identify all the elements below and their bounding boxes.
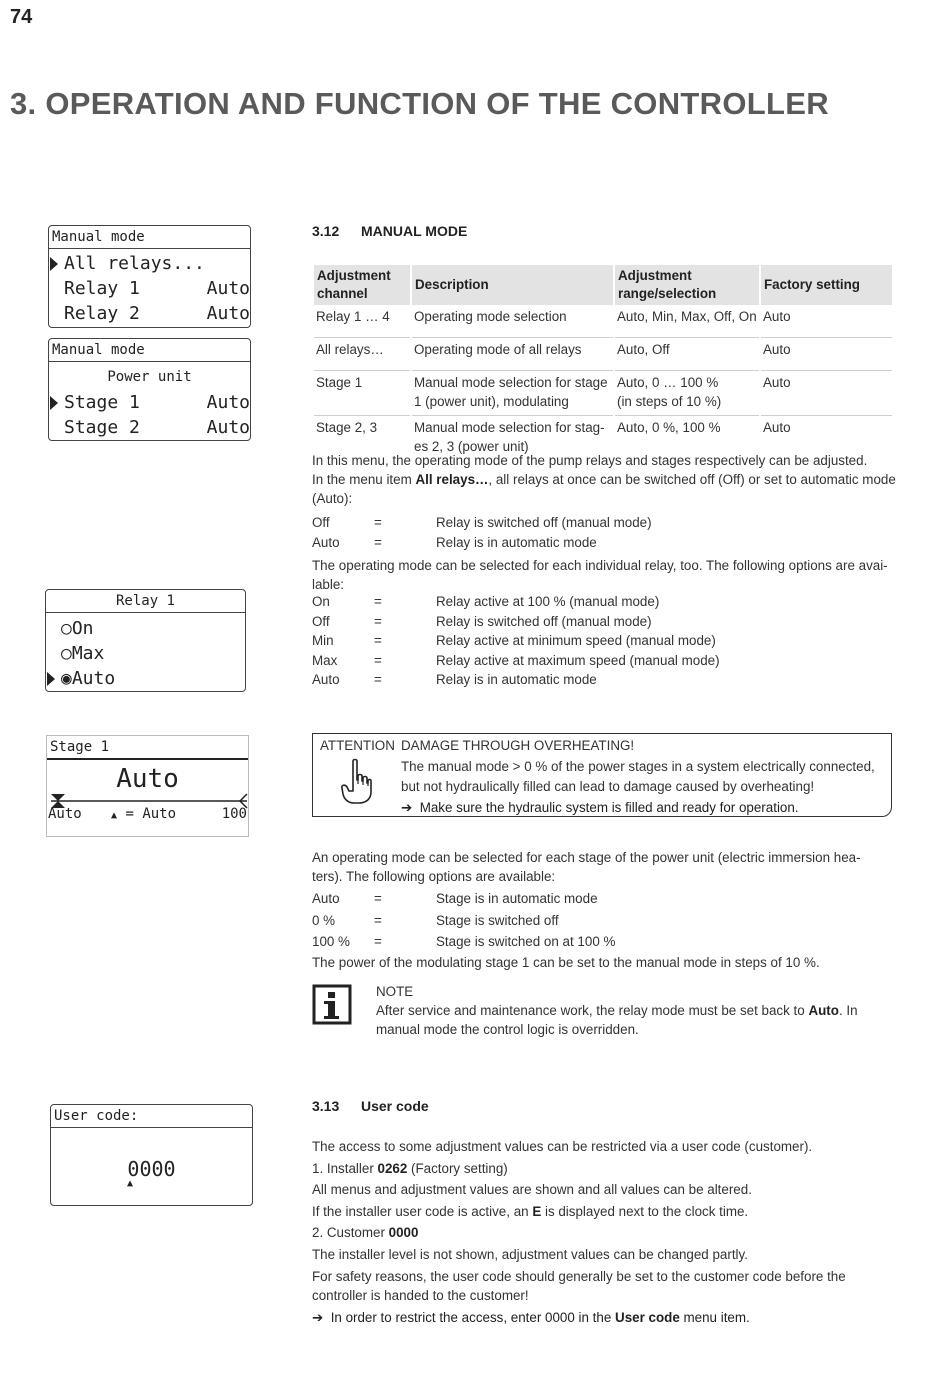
table-cell: Stage 1 [314, 371, 410, 416]
lcd-row-all-relays: All relays... [64, 253, 205, 274]
list-item: 100 % = Stage is switched on at 100 % [312, 934, 616, 949]
bold-term: E [532, 1203, 542, 1219]
lcd-title: Manual mode [49, 339, 250, 362]
table-row [314, 371, 892, 416]
range-text: Auto, 0 … 100 % [617, 375, 719, 390]
lcd-row-stage2-value: Auto [206, 417, 250, 438]
table-cell: Auto [761, 371, 892, 416]
lcd-row-relay2: Relay 2 [64, 303, 140, 324]
lcd-row-stage1-value: Auto [206, 392, 250, 413]
lcd-manual-mode-relays [48, 225, 251, 328]
table-cell [615, 371, 759, 416]
list-item: Off = Relay is switched off (manual mode) [312, 515, 652, 530]
section-title: User code [361, 1098, 429, 1114]
table-header: Adjustment channel [314, 265, 410, 305]
range-note: (in steps of 10 %) [617, 394, 722, 409]
paragraph: If the installer user code is active, an E is displayed next to the clock time. [312, 1203, 749, 1219]
list-item: On = Relay active at 100 % (manual mode) [312, 594, 660, 609]
section-number: 3.13 [312, 1098, 340, 1114]
lcd-row-relay2-value: Auto [206, 303, 250, 324]
radio-selected-icon: ◉ [61, 668, 72, 689]
radio-on [61, 618, 94, 639]
cursor-icon [50, 396, 58, 410]
bold-term: All relays… [415, 472, 489, 487]
section-title: MANUAL MODE [361, 223, 468, 239]
slider-mid [111, 806, 176, 822]
attention-text [401, 736, 891, 819]
paragraph: All menus and adjustment values are shown and all values can be altered. [312, 1182, 752, 1197]
arrow-right-icon: ➔ [401, 800, 413, 816]
stage-note: The power of the modulating stage 1 can be set to the manual mode in steps of 10 %. [312, 955, 820, 970]
paragraph: An operating mode can be selected for each stage of the power unit (electric immersion hea- [312, 850, 861, 865]
attention-body: The manual mode > 0 % of the power stages in a system electrically connected, [401, 758, 875, 774]
slider-min-label: Auto [48, 806, 82, 822]
table-cell: Relay 1 … 4 [314, 305, 410, 338]
page-number: 74 [10, 6, 33, 28]
adjustment-table [312, 265, 894, 460]
slider-mid-label: = Auto [125, 806, 177, 822]
lcd-row-stage1: Stage 1 [64, 392, 140, 413]
table-header-row [314, 265, 892, 305]
lcd-stage1 [46, 735, 249, 837]
warning-hand-icon [339, 758, 373, 806]
paragraph: The access to some adjustment values can be restricted via a user code (customer). [312, 1139, 813, 1154]
relay-options [312, 592, 896, 690]
manual-mode-intro [312, 451, 896, 508]
radio-empty-icon: ○ [61, 618, 72, 639]
radio-label: On [71, 618, 94, 639]
lcd-row-relay1-value: Auto [206, 278, 250, 299]
list-item: Min = Relay active at minimum speed (manual mode) [312, 633, 716, 648]
table-cell: Manual mode selection for stage 1 (power unit), modulating [412, 371, 613, 416]
table-header: Factory setting [761, 265, 892, 305]
lcd-title: Stage 1 [47, 736, 248, 760]
individual-intro: The operating mode can be selected for each individual relay, too. The following options are avai-lable: [312, 558, 888, 592]
lcd-relay1 [45, 589, 246, 692]
table-cell: Auto, 0 %, 100 % [617, 420, 721, 435]
info-icon [312, 984, 352, 1025]
list-item: 1. Installer 0262 (Factory setting) [312, 1160, 508, 1176]
list-item: Off = Relay is switched off (manual mode) [312, 613, 652, 629]
cursor-icon [50, 257, 58, 271]
table-cell: Auto [761, 338, 892, 371]
table-cell: Auto, Min, Max, Off, On [615, 305, 759, 338]
list-item: Auto = Relay is in automatic mode [312, 672, 597, 687]
user-code-body [312, 1136, 896, 1330]
bold-term: User code [615, 1310, 680, 1325]
list-item: Auto = Relay is in automatic mode [312, 534, 597, 550]
table-row [314, 338, 892, 371]
attention-box [312, 733, 892, 817]
paragraph: The installer level is not shown, adjustment values can be changed partly. [312, 1246, 748, 1262]
attention-body: but not hydraulically filled can lead to damage caused by overheating! [401, 779, 815, 794]
list-item: 2. Customer 0000 [312, 1225, 419, 1240]
stage-intro [312, 848, 896, 886]
bold-term: 0000 [388, 1225, 419, 1240]
table-cell: Auto [763, 420, 791, 435]
lcd-title: Manual mode [49, 226, 250, 249]
chapter-title: 3. OPERATION AND FUNCTION OF THE CONTROLLER [10, 86, 829, 121]
lcd-row-relay1: Relay 1 [64, 278, 140, 299]
list-item: 0 % = Stage is switched off [312, 912, 559, 928]
action-item: ➔ In order to restrict the access, enter 0000 in the User code menu item. [312, 1310, 750, 1326]
note-body: After service and maintenance work, the relay mode must be set back to Auto. In manual mode the control logic is overridden. [376, 1003, 858, 1037]
radio-label: Max [71, 643, 105, 664]
bold-term: 0262 [377, 1160, 408, 1176]
section-number: 3.12 [312, 223, 340, 239]
cursor-icon [47, 672, 55, 686]
lcd-code-value: 0000 [127, 1157, 176, 1181]
caret-up-icon: ▲ [111, 810, 118, 821]
all-relays-options [312, 513, 896, 552]
section-heading-313 [312, 1098, 429, 1114]
section-heading-312 [312, 223, 467, 239]
paragraph: For safety reasons, the user code should generally be set to the customer code before the controller is handed to the customer! [312, 1269, 846, 1303]
table-cell: Stage 2, 3 [316, 420, 378, 435]
lcd-row-stage2: Stage 2 [64, 417, 140, 438]
table-row [314, 305, 892, 338]
lcd-user-code [50, 1104, 253, 1206]
table-cell: Operating mode of all relays [412, 338, 613, 371]
arrow-right-icon: ➔ [312, 1311, 324, 1326]
list-item: Auto = Stage is in automatic mode [312, 891, 598, 906]
table-header: Description [412, 265, 613, 305]
attention-heading: DAMAGE THROUGH OVERHEATING! [401, 738, 635, 753]
bold-term: Auto [808, 1003, 839, 1018]
paragraph: In the menu item All relays…, all relays at once can be switched off (Off) or set to automatic mode (Auto): [312, 472, 896, 506]
lcd-subtitle: Power unit [107, 369, 192, 385]
paragraph: In this menu, the operating mode of the pump relays and stages respectively can be adjusted. [312, 453, 868, 468]
paragraph: ters). The following options are available: [312, 869, 556, 884]
lcd-title: User code: [51, 1105, 252, 1128]
table-cell: Auto, Off [615, 338, 759, 371]
table-cell: Auto [761, 305, 892, 338]
caret-up-icon: ▲ [127, 1178, 134, 1189]
radio-max [61, 643, 104, 664]
note-box [376, 982, 894, 1039]
table-cell: Operating mode selection [412, 305, 613, 338]
radio-empty-icon: ○ [61, 643, 72, 664]
stage-options [312, 889, 896, 954]
table-cell: All relays… [314, 338, 410, 371]
lcd-manual-mode-stages [48, 338, 251, 441]
radio-label: Auto [71, 668, 116, 689]
attention-action: ➔ Make sure the hydraulic system is filled and ready for operation. [401, 799, 799, 816]
attention-label: ATTENTION [320, 738, 395, 753]
table-cell: Manual mode selection for stag-es 2, 3 (power unit) [414, 420, 605, 454]
note-label: NOTE [376, 984, 414, 999]
lcd-title: Relay 1 [46, 590, 245, 613]
lcd-value: Auto [116, 764, 179, 794]
list-item: Max = Relay active at maximum speed (manual mode) [312, 652, 720, 668]
radio-auto [61, 668, 115, 689]
table-header: Adjustment range/selection [615, 265, 759, 305]
slider-max-label: 100 [221, 806, 247, 822]
